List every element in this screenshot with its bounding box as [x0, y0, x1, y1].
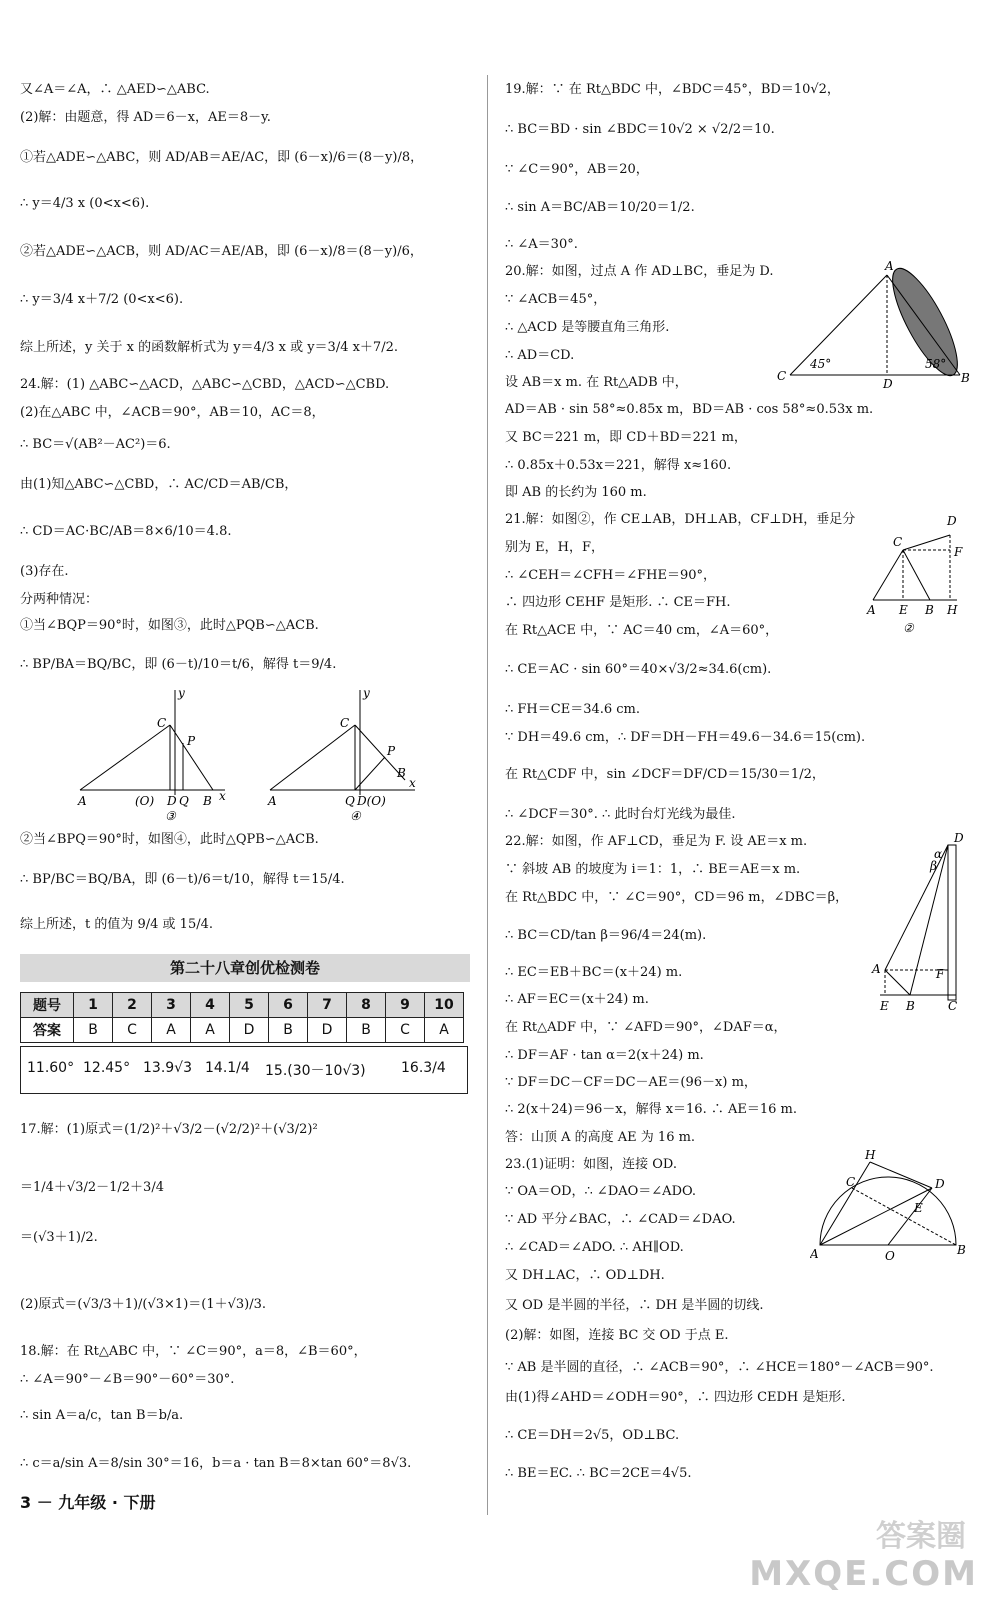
fig23-label: O: [885, 1249, 895, 1263]
answer-table-row: [21, 1018, 464, 1043]
fig4-label: P: [387, 744, 396, 758]
text-line: 又 OD 是半圆的半径，∴ DH 是半圆的切线.: [505, 1298, 764, 1313]
fill-answer: 12.45°: [83, 1060, 131, 1076]
table-cell: 答案: [21, 1018, 74, 1043]
text-line: ∵ DH＝49.6 cm，∴ DF＝DH－FH＝49.6－34.6＝15(cm).: [505, 730, 866, 745]
fig21-label: A: [867, 603, 876, 617]
text-line: 18.解：在 Rt△ABC 中，∵ ∠C＝90°，a＝8，∠B＝60°，: [20, 1344, 367, 1359]
text-line: 20.解：如图，过点 A 作 AD⊥BC，垂足为 D.: [505, 264, 774, 279]
table-cell: 8: [347, 993, 386, 1018]
text-line: ∴ DF＝AF · tan α＝2(x＋24) m.: [505, 1048, 704, 1063]
text-line: 分两种情况：: [20, 592, 99, 607]
text-line: ∴ 2(x＋24)＝96－x，解得 x＝16. ∴ AE＝16 m.: [505, 1102, 797, 1117]
text-line: ∵ ∠C＝90°，AB＝20，: [505, 162, 649, 177]
table-cell: 10: [425, 993, 464, 1018]
text-line: ∴ c＝a/sin A＝8/sin 30°＝16，b＝a · tan B＝8×tan 60°＝8√3.: [20, 1456, 412, 1471]
text-line: ∴ BP/BC＝BQ/BA，即 (6－t)/6＝t/10，解得 t＝15/4.: [20, 872, 345, 887]
text-line: ∴ BC＝BD · sin ∠BDC＝10√2 × √2/2＝10.: [505, 122, 775, 137]
table-cell: 6: [269, 993, 308, 1018]
text-line: 综上所述，t 的值为 9/4 或 15/4.: [20, 917, 214, 932]
fig22-label: F: [936, 967, 945, 981]
text-line: (2)解：如图，连接 BC 交 OD 于点 E.: [505, 1328, 729, 1343]
text-line: 17.解：(1)原式＝(1/2)²＋√3/2－(√2/2)²＋(√3/2)²: [20, 1122, 318, 1137]
text-line: ∴ CE＝DH＝2√5，OD⊥BC.: [505, 1428, 680, 1443]
fig21-label: H: [947, 603, 958, 617]
text-line: 24.解：(1) △ABC∽△ACD，△ABC∽△CBD，△ACD∽△CBD.: [20, 377, 390, 392]
table-cell: 2: [113, 993, 152, 1018]
text-line: 又∠A＝∠A，∴ △AED∽△ABC.: [20, 82, 210, 97]
fig3-label: (O): [135, 794, 155, 808]
fill-answer: 11.60°: [27, 1060, 75, 1076]
text-line: ∴ BC＝CD/tan β＝96/4＝24(m).: [505, 928, 707, 943]
figure-23: [810, 1150, 970, 1265]
text-line: ∴ CD＝AC·BC/AB＝8×6/10＝4.8.: [20, 524, 232, 539]
section-title: 第二十八章创优检测卷: [20, 954, 470, 982]
fig20-label: 58°: [925, 357, 947, 371]
text-line: 23.(1)证明：如图，连接 OD.: [505, 1157, 677, 1172]
table-cell: C: [386, 1018, 425, 1043]
text-line: ∴ △ACD 是等腰直角三角形.: [505, 320, 670, 335]
text-line: ②当∠BPQ＝90°时，如图④，此时△QPB∽△ACB.: [20, 832, 319, 847]
fig4-label: B: [397, 766, 406, 780]
fig20-label: A: [885, 260, 894, 273]
table-cell: 1: [74, 993, 113, 1018]
fig23-label: H: [865, 1150, 876, 1162]
fig21-label: E: [899, 603, 908, 617]
text-line: (3)存在.: [20, 564, 69, 579]
text-line: ∴ FH＝CE＝34.6 cm.: [505, 702, 641, 717]
page-footer: 3 － 九年级 · 下册: [20, 1493, 156, 1512]
fig20-label: D: [883, 377, 893, 390]
text-line: ∴ 0.85x＋0.53x＝221，解得 x≈160.: [505, 458, 732, 473]
fill-answer: 16.3/4: [401, 1060, 446, 1076]
text-line: (2)在△ABC 中，∠ACB＝90°，AB＝10，AC＝8，: [20, 405, 325, 420]
fig4-label: y: [363, 686, 370, 700]
figure-4: [267, 686, 416, 823]
column-divider: [487, 75, 488, 1515]
text-line: 又 BC＝221 m，即 CD＋BD＝221 m，: [505, 430, 747, 445]
fig22-label: β: [930, 859, 937, 873]
text-line: 由(1)得∠AHD＝∠ODH＝90°，∴ 四边形 CEDH 是矩形.: [505, 1390, 846, 1405]
table-cell: D: [230, 1018, 269, 1043]
fill-answer: 13.9√3: [143, 1060, 192, 1076]
text-line: 在 Rt△CDF 中，sin ∠DCF＝DF/CD＝15/30＝1/2，: [505, 767, 825, 782]
table-cell: 题号: [21, 993, 74, 1018]
text-line: 在 Rt△ADF 中，∵ ∠AFD＝90°，∠DAF＝α，: [505, 1020, 787, 1035]
table-cell: A: [152, 1018, 191, 1043]
table-cell: B: [269, 1018, 308, 1043]
text-line: AD＝AB · sin 58°≈0.85x m，BD＝AB · cos 58°≈0.53x m.: [505, 402, 874, 417]
fill-answer: 15.(30－10√3): [265, 1063, 366, 1079]
text-line: ∵ 斜坡 AB 的坡度为 i＝1：1，∴ BE＝AE＝x m.: [505, 862, 801, 877]
text-line: ∴ BC＝√(AB²－AC²)＝6.: [20, 437, 171, 452]
table-cell: 7: [308, 993, 347, 1018]
text-line: ＝(√3＋1)/2.: [20, 1230, 98, 1245]
fig23-label: D: [935, 1177, 945, 1191]
text-line: ①若△ADE∽△ABC，则 AD/AB＝AE/AC，即 (6－x)/6＝(8－y)/8，: [20, 150, 424, 165]
text-line: 别为 E，H，F，: [505, 540, 604, 555]
table-cell: C: [113, 1018, 152, 1043]
fig3-label: y: [178, 686, 185, 700]
answer-table: [20, 992, 464, 1043]
table-cell: D: [308, 1018, 347, 1043]
table-cell: B: [74, 1018, 113, 1043]
fig22-label: D: [954, 831, 964, 845]
text-line: ∴ ∠CAD＝∠ADO. ∴ AH∥OD.: [505, 1240, 684, 1255]
fig23-label: B: [957, 1243, 966, 1257]
answer-table-header-row: [21, 993, 464, 1018]
fig3-label: B: [203, 794, 212, 808]
fig20-label: 45°: [810, 357, 832, 371]
fig3-label: x: [219, 789, 226, 803]
text-line: ∴ ∠DCF＝30°. ∴ 此时台灯光线为最佳.: [505, 807, 736, 822]
text-line: 设 AB＝x m. 在 Rt△ADB 中，: [505, 375, 688, 390]
table-cell: A: [425, 1018, 464, 1043]
figure-20: [775, 260, 975, 390]
fig22-label: B: [906, 999, 915, 1013]
text-line: 在 Rt△ACE 中，∵ AC＝40 cm，∠A＝60°，: [505, 623, 779, 638]
fig21-label: ②: [903, 621, 914, 635]
text-line: 又 DH⊥AC，∴ OD⊥DH.: [505, 1268, 665, 1283]
table-cell: A: [191, 1018, 230, 1043]
figure-22: [870, 830, 970, 1015]
text-line: 在 Rt△BDC 中，∵ ∠C＝90°，CD＝96 m，∠DBC＝β，: [505, 890, 849, 905]
fig3-label: ③: [165, 809, 176, 823]
text-line: (2)原式＝(√3/3＋1)/(√3×1)＝(1＋√3)/3.: [20, 1297, 267, 1312]
text-line: ∵ AD 平分∠BAC，∴ ∠CAD＝∠DAO.: [505, 1212, 736, 1227]
text-line: ∴ ∠A＝30°.: [505, 237, 578, 252]
fig22-label: A: [872, 962, 881, 976]
fig23-label: C: [846, 1175, 856, 1189]
fig3-label: A: [78, 794, 87, 808]
fig4-label: ④: [350, 809, 361, 823]
watermark-url: MXQE.COM: [749, 1554, 978, 1594]
text-line: ∴ EC＝EB＋BC＝(x＋24) m.: [505, 965, 683, 980]
text-line: ∵ OA＝OD，∴ ∠DAO＝∠ADO.: [505, 1184, 697, 1199]
text-line: ∴ BP/BA＝BQ/BC，即 (6－t)/10＝t/6，解得 t＝9/4.: [20, 657, 337, 672]
text-line: ∵ ∠ACB＝45°，: [505, 292, 607, 307]
fig3-label: D: [167, 794, 177, 808]
fig21-label: B: [925, 603, 934, 617]
table-cell: 9: [386, 993, 425, 1018]
text-line: ∴ ∠A＝90°－∠B＝90°－60°＝30°.: [20, 1372, 235, 1387]
table-cell: B: [347, 1018, 386, 1043]
text-line: ∴ CE＝AC · sin 60°＝40×√3/2≈34.6(cm).: [505, 662, 772, 677]
fig4-label: A: [268, 794, 277, 808]
watermark-logo: 答案圈: [876, 1519, 966, 1554]
text-line: 综上所述，y 关于 x 的函数解析式为 y＝4/3 x 或 y＝3/4 x＋7/2.: [20, 340, 398, 355]
text-line: ∴ 四边形 CEHF 是矩形. ∴ CE＝FH.: [505, 595, 731, 610]
text-line: (2)解：由题意，得 AD＝6－x，AE＝8－y.: [20, 110, 271, 125]
fig21-label: F: [954, 545, 963, 559]
text-line: ∴ y＝3/4 x＋7/2 (0<x<6).: [20, 292, 184, 307]
text-line: ②若△ADE∽△ACB，则 AD/AC＝AE/AB，即 (6－x)/8＝(8－y)/6，: [20, 244, 423, 259]
text-line: 由(1)知△ABC∽△CBD，∴ AC/CD＝AB/CB，: [20, 477, 298, 492]
fig22-label: α: [934, 847, 943, 861]
fig3-label: C: [157, 716, 167, 730]
text-line: 答：山顶 A 的高度 AE 为 16 m.: [505, 1130, 696, 1145]
fig22-label: C: [948, 999, 958, 1013]
fig20-label: B: [961, 371, 970, 385]
fig3-label: Q: [179, 794, 189, 808]
fig21-label: C: [893, 535, 903, 549]
text-line: ∴ sin A＝a/c，tan B＝b/a.: [20, 1408, 184, 1423]
fig23-label: A: [810, 1247, 819, 1261]
text-line: ①当∠BQP＝90°时，如图③，此时△PQB∽△ACB.: [20, 618, 319, 633]
text-line: 19.解：∵ 在 Rt△BDC 中，∠BDC＝45°，BD＝10√2，: [505, 82, 840, 97]
fig4-label: D(O): [357, 794, 386, 808]
fig4-label: x: [409, 776, 416, 790]
fig22-label: E: [880, 999, 889, 1013]
text-line: 即 AB 的长约为 160 m.: [505, 485, 647, 500]
text-line: ∵ DF＝DC－CF＝DC－AE＝(96－x) m，: [505, 1075, 757, 1090]
fig20-label: C: [777, 369, 787, 383]
fig4-label: C: [340, 716, 350, 730]
fill-blank-answers: [20, 1046, 468, 1094]
text-line: 22.解：如图，作 AF⊥CD，垂足为 F. 设 AE＝x m.: [505, 834, 808, 849]
text-line: ∴ AD＝CD.: [505, 348, 575, 363]
text-line: ＝1/4＋√3/2－1/2＋3/4: [20, 1180, 164, 1195]
fill-answer: 14.1/4: [205, 1060, 250, 1076]
figure-21: [865, 510, 970, 645]
fig21-label: D: [947, 514, 957, 528]
text-line: ∵ AB 是半圆的直径，∴ ∠ACB＝90°，∴ ∠HCE＝180°－∠ACB＝90°.: [505, 1360, 934, 1375]
fig4-label: Q: [345, 794, 355, 808]
figure-3-4: [75, 685, 435, 825]
text-line: ∴ ∠CEH＝∠CFH＝∠FHE＝90°，: [505, 568, 717, 583]
text-line: ∴ AF＝EC＝(x＋24) m.: [505, 992, 649, 1007]
text-line: ∴ y＝4/3 x (0<x<6).: [20, 196, 150, 211]
text-line: 21.解：如图②，作 CE⊥AB，DH⊥AB，CF⊥DH，垂足分: [505, 512, 856, 527]
text-line: ∴ sin A＝BC/AB＝10/20＝1/2.: [505, 200, 695, 215]
table-cell: 3: [152, 993, 191, 1018]
fig23-label: E: [914, 1201, 923, 1215]
figure-3: [77, 686, 226, 823]
text-line: ∴ BE＝EC. ∴ BC＝2CE＝4√5.: [505, 1466, 692, 1481]
table-cell: 5: [230, 993, 269, 1018]
table-cell: 4: [191, 993, 230, 1018]
fig3-label: P: [187, 734, 196, 748]
